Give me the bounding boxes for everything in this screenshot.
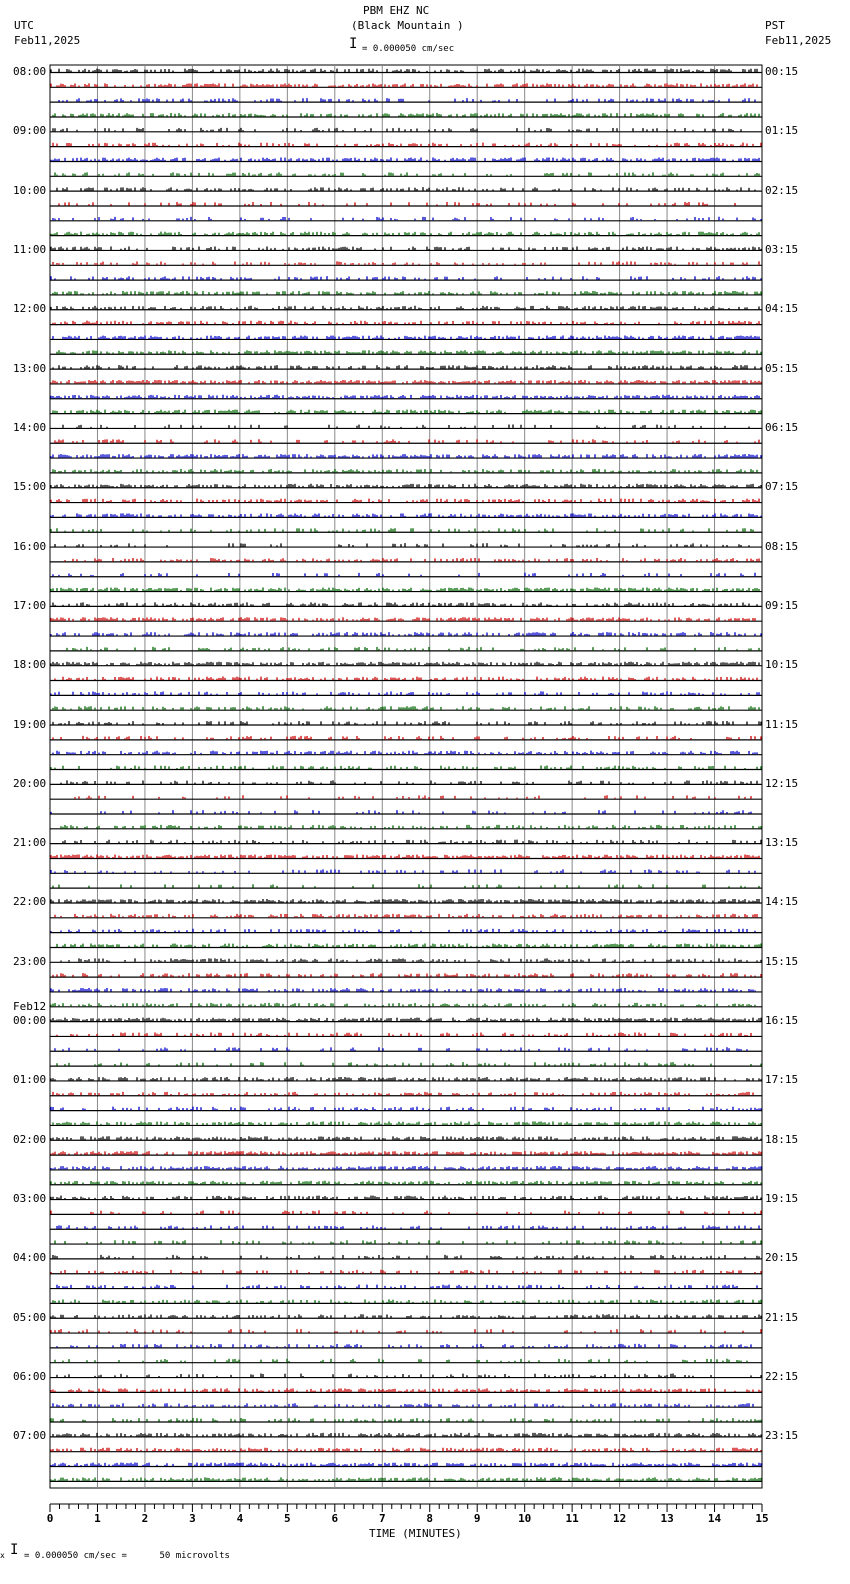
seismic-trace (53, 1433, 761, 1436)
footer-scale: = 0.000050 cm/sec = 50 microvolts (24, 1551, 230, 1561)
right-hour-label: 07:15 (765, 480, 799, 494)
footer-scale-bar-icon: I (10, 1542, 19, 1558)
seismic-trace (53, 321, 759, 324)
seismic-trace (55, 1047, 747, 1050)
seismic-trace (55, 1240, 761, 1243)
seismic-trace (51, 1018, 761, 1021)
seismic-trace (51, 1477, 761, 1480)
seismic-trace (51, 83, 757, 86)
seismic-trace (59, 98, 755, 101)
right-hour-label: 11:15 (765, 717, 799, 731)
seismic-trace (51, 1418, 761, 1421)
seismic-trace (53, 1255, 759, 1258)
x-tick-label: 0 (46, 1512, 54, 1525)
right-hour-label: 20:15 (765, 1251, 799, 1265)
left-hour-label: 06:00 (13, 1370, 47, 1384)
seismic-trace (51, 691, 759, 694)
right-hour-label: 17:15 (765, 1073, 799, 1087)
seismic-trace (63, 424, 749, 427)
x-tick-label: 1 (94, 1512, 101, 1525)
seismic-trace (51, 988, 755, 991)
left-hour-label: 20:00 (13, 776, 47, 790)
left-hour-label: 19:00 (13, 717, 47, 731)
seismic-trace (53, 1121, 761, 1124)
right-hour-label: 02:15 (765, 183, 799, 197)
seismic-trace (57, 1062, 761, 1065)
seismic-trace (53, 113, 759, 116)
seismic-trace (51, 232, 759, 235)
right-hour-label: 00:15 (765, 65, 799, 78)
left-hour-label: 15:00 (13, 480, 47, 494)
seismic-trace (51, 662, 759, 665)
plot-frame (50, 65, 762, 1488)
seismic-trace (55, 1359, 747, 1362)
left-hour-label: 22:00 (13, 895, 47, 909)
left-hour-label: 12:00 (13, 302, 47, 316)
x-tick-label: 4 (236, 1512, 244, 1525)
left-hour-label: 04:00 (13, 1251, 47, 1265)
seismic-trace (53, 365, 761, 368)
left-hour-label: 10:00 (13, 183, 47, 197)
x-tick-label: 10 (518, 1512, 532, 1525)
right-hour-label: 03:15 (765, 242, 799, 256)
seismic-trace (57, 1344, 751, 1347)
seismic-trace (51, 1077, 761, 1080)
right-hour-label: 19:15 (765, 1192, 799, 1206)
seismic-trace (53, 217, 761, 220)
seismic-trace (51, 1166, 761, 1169)
seismic-trace (51, 1388, 761, 1391)
seismic-trace (57, 350, 761, 353)
seismic-trace (51, 395, 759, 398)
seismic-trace (53, 602, 757, 605)
seismic-trace (53, 1092, 753, 1095)
left-hour-label: 16:00 (13, 539, 47, 553)
seismic-trace (75, 795, 751, 798)
seismic-trace (51, 1003, 755, 1006)
left-hour-label: 05:00 (13, 1310, 47, 1324)
seismic-trace (53, 751, 757, 754)
x-tick-label: 7 (378, 1512, 386, 1525)
seismic-trace (57, 1285, 757, 1288)
footer-prefix: x (0, 1551, 5, 1560)
seismic-trace (55, 543, 749, 546)
seismic-trace (51, 499, 759, 502)
seismic-trace (61, 780, 757, 783)
seismic-trace (53, 573, 755, 576)
seismic-trace (51, 513, 761, 516)
seismic-trace (51, 1136, 761, 1139)
left-date: Feb11,2025 (14, 34, 81, 47)
left-hour-label: 03:00 (13, 1192, 47, 1206)
seismic-trace (55, 172, 759, 175)
right-hour-label: 13:15 (765, 836, 799, 850)
right-hour-label: 10:15 (765, 658, 799, 672)
seismic-trace (51, 1151, 761, 1154)
seismic-trace (55, 677, 757, 680)
left-hour-label: 07:00 (13, 1429, 47, 1443)
seismic-trace (51, 306, 759, 309)
left-hour-label: 11:00 (13, 242, 47, 256)
right-hour-label: 22:15 (765, 1370, 799, 1384)
x-axis-title: TIME (MINUTES) (369, 1527, 462, 1540)
left-hour-label: 13:00 (13, 361, 47, 375)
seismic-trace (51, 1196, 761, 1199)
seismic-trace (51, 1463, 761, 1466)
x-tick-label: 5 (284, 1512, 291, 1525)
seismic-trace (51, 1107, 761, 1110)
seismic-trace (53, 736, 761, 739)
seismic-trace (55, 914, 757, 917)
scale-bar-icon: I (349, 36, 358, 52)
x-tick-label: 6 (331, 1512, 339, 1525)
left-hour-label: 00:00 (13, 1014, 47, 1028)
seismic-trace (57, 187, 755, 190)
seismic-trace (53, 128, 741, 131)
seismic-trace (53, 469, 757, 472)
right-hour-label: 12:15 (765, 776, 799, 790)
seismic-trace (67, 647, 759, 650)
x-tick-label: 8 (426, 1512, 434, 1525)
seismic-trace (53, 1403, 753, 1406)
right-hour-label: 05:15 (765, 361, 799, 375)
seismic-trace (61, 825, 761, 828)
right-hour-label: 06:15 (765, 420, 799, 434)
seismic-trace (51, 632, 761, 635)
right-hour-label: 09:15 (765, 598, 799, 612)
seismic-trace (51, 766, 761, 769)
right-hour-label: 14:15 (765, 895, 799, 909)
seismic-trace (51, 855, 759, 858)
right-hour-label: 15:15 (765, 954, 799, 968)
seismic-trace (57, 1374, 761, 1377)
x-tick-label: 14 (707, 1512, 722, 1525)
seismic-trace (53, 721, 761, 724)
scale-label: = 0.000050 cm/sec (362, 44, 455, 54)
x-tick-label: 3 (189, 1512, 196, 1525)
seismic-trace (51, 484, 761, 487)
x-tick-label: 12 (613, 1512, 627, 1525)
seismic-trace (51, 454, 761, 457)
seismic-trace (63, 840, 761, 843)
right-hour-label: 21:15 (765, 1310, 799, 1324)
right-timezone: PST (765, 19, 785, 32)
seismic-trace (51, 157, 759, 160)
seismic-trace (53, 884, 759, 887)
seismic-trace (51, 1270, 761, 1273)
seismic-trace (53, 261, 759, 264)
seismic-trace (51, 869, 755, 872)
seismic-trace (53, 706, 759, 709)
seismic-trace (51, 588, 759, 591)
left-timezone: UTC (14, 19, 34, 32)
seismic-trace (51, 528, 753, 531)
x-tick-label: 2 (141, 1512, 149, 1525)
left-hour-label: 09:00 (13, 124, 47, 138)
seismic-trace (57, 1225, 759, 1228)
left-hour-label: 18:00 (13, 658, 47, 672)
right-date: Feb11,2025 (765, 34, 832, 47)
seismic-trace (57, 943, 761, 946)
seismic-trace (51, 810, 751, 813)
seismic-trace (51, 69, 757, 72)
seismic-trace (53, 1299, 761, 1302)
seismic-trace (51, 899, 759, 902)
seismic-trace (51, 617, 755, 620)
seismic-trace (51, 380, 761, 383)
seismic-trace (53, 335, 759, 338)
left-date-label: Feb12 (13, 1000, 47, 1014)
right-hour-label: 18:15 (765, 1132, 799, 1146)
left-hour-label: 21:00 (13, 836, 47, 850)
right-hour-label: 04:15 (765, 302, 799, 316)
left-hour-label: 02:00 (13, 1132, 47, 1146)
left-hour-label: 08:00 (13, 65, 47, 78)
station-title: PBM EHZ NC (363, 4, 430, 17)
right-hour-label: 01:15 (765, 124, 799, 138)
seismic-trace (51, 1329, 761, 1332)
seismic-trace (59, 202, 735, 205)
seismic-trace (51, 1314, 761, 1317)
seismic-trace (53, 143, 761, 146)
x-tick-label: 11 (565, 1512, 579, 1525)
x-tick-label: 9 (473, 1512, 481, 1525)
seismic-trace (51, 929, 755, 932)
seismic-trace (55, 439, 759, 442)
left-hour-label: 17:00 (13, 598, 47, 612)
x-tick-label: 15 (755, 1512, 769, 1525)
x-tick-label: 13 (660, 1512, 674, 1525)
seismic-trace (53, 410, 761, 413)
seismic-trace (53, 973, 761, 976)
seismic-trace (53, 291, 761, 294)
left-hour-label: 14:00 (13, 420, 47, 434)
seismic-trace (51, 276, 761, 279)
left-hour-label: 23:00 (13, 954, 47, 968)
seismic-trace (51, 1210, 761, 1213)
seismic-trace (51, 1448, 761, 1451)
right-hour-label: 23:15 (765, 1429, 799, 1443)
seismic-trace (65, 558, 759, 561)
right-hour-label: 08:15 (765, 539, 799, 553)
seismic-trace (51, 1181, 761, 1184)
right-hour-label: 16:15 (765, 1014, 799, 1028)
left-hour-label: 01:00 (13, 1073, 47, 1087)
seismic-trace (61, 958, 761, 961)
station-location: (Black Mountain ) (351, 19, 464, 32)
seismic-trace (51, 246, 761, 249)
seismic-trace (57, 1032, 751, 1035)
